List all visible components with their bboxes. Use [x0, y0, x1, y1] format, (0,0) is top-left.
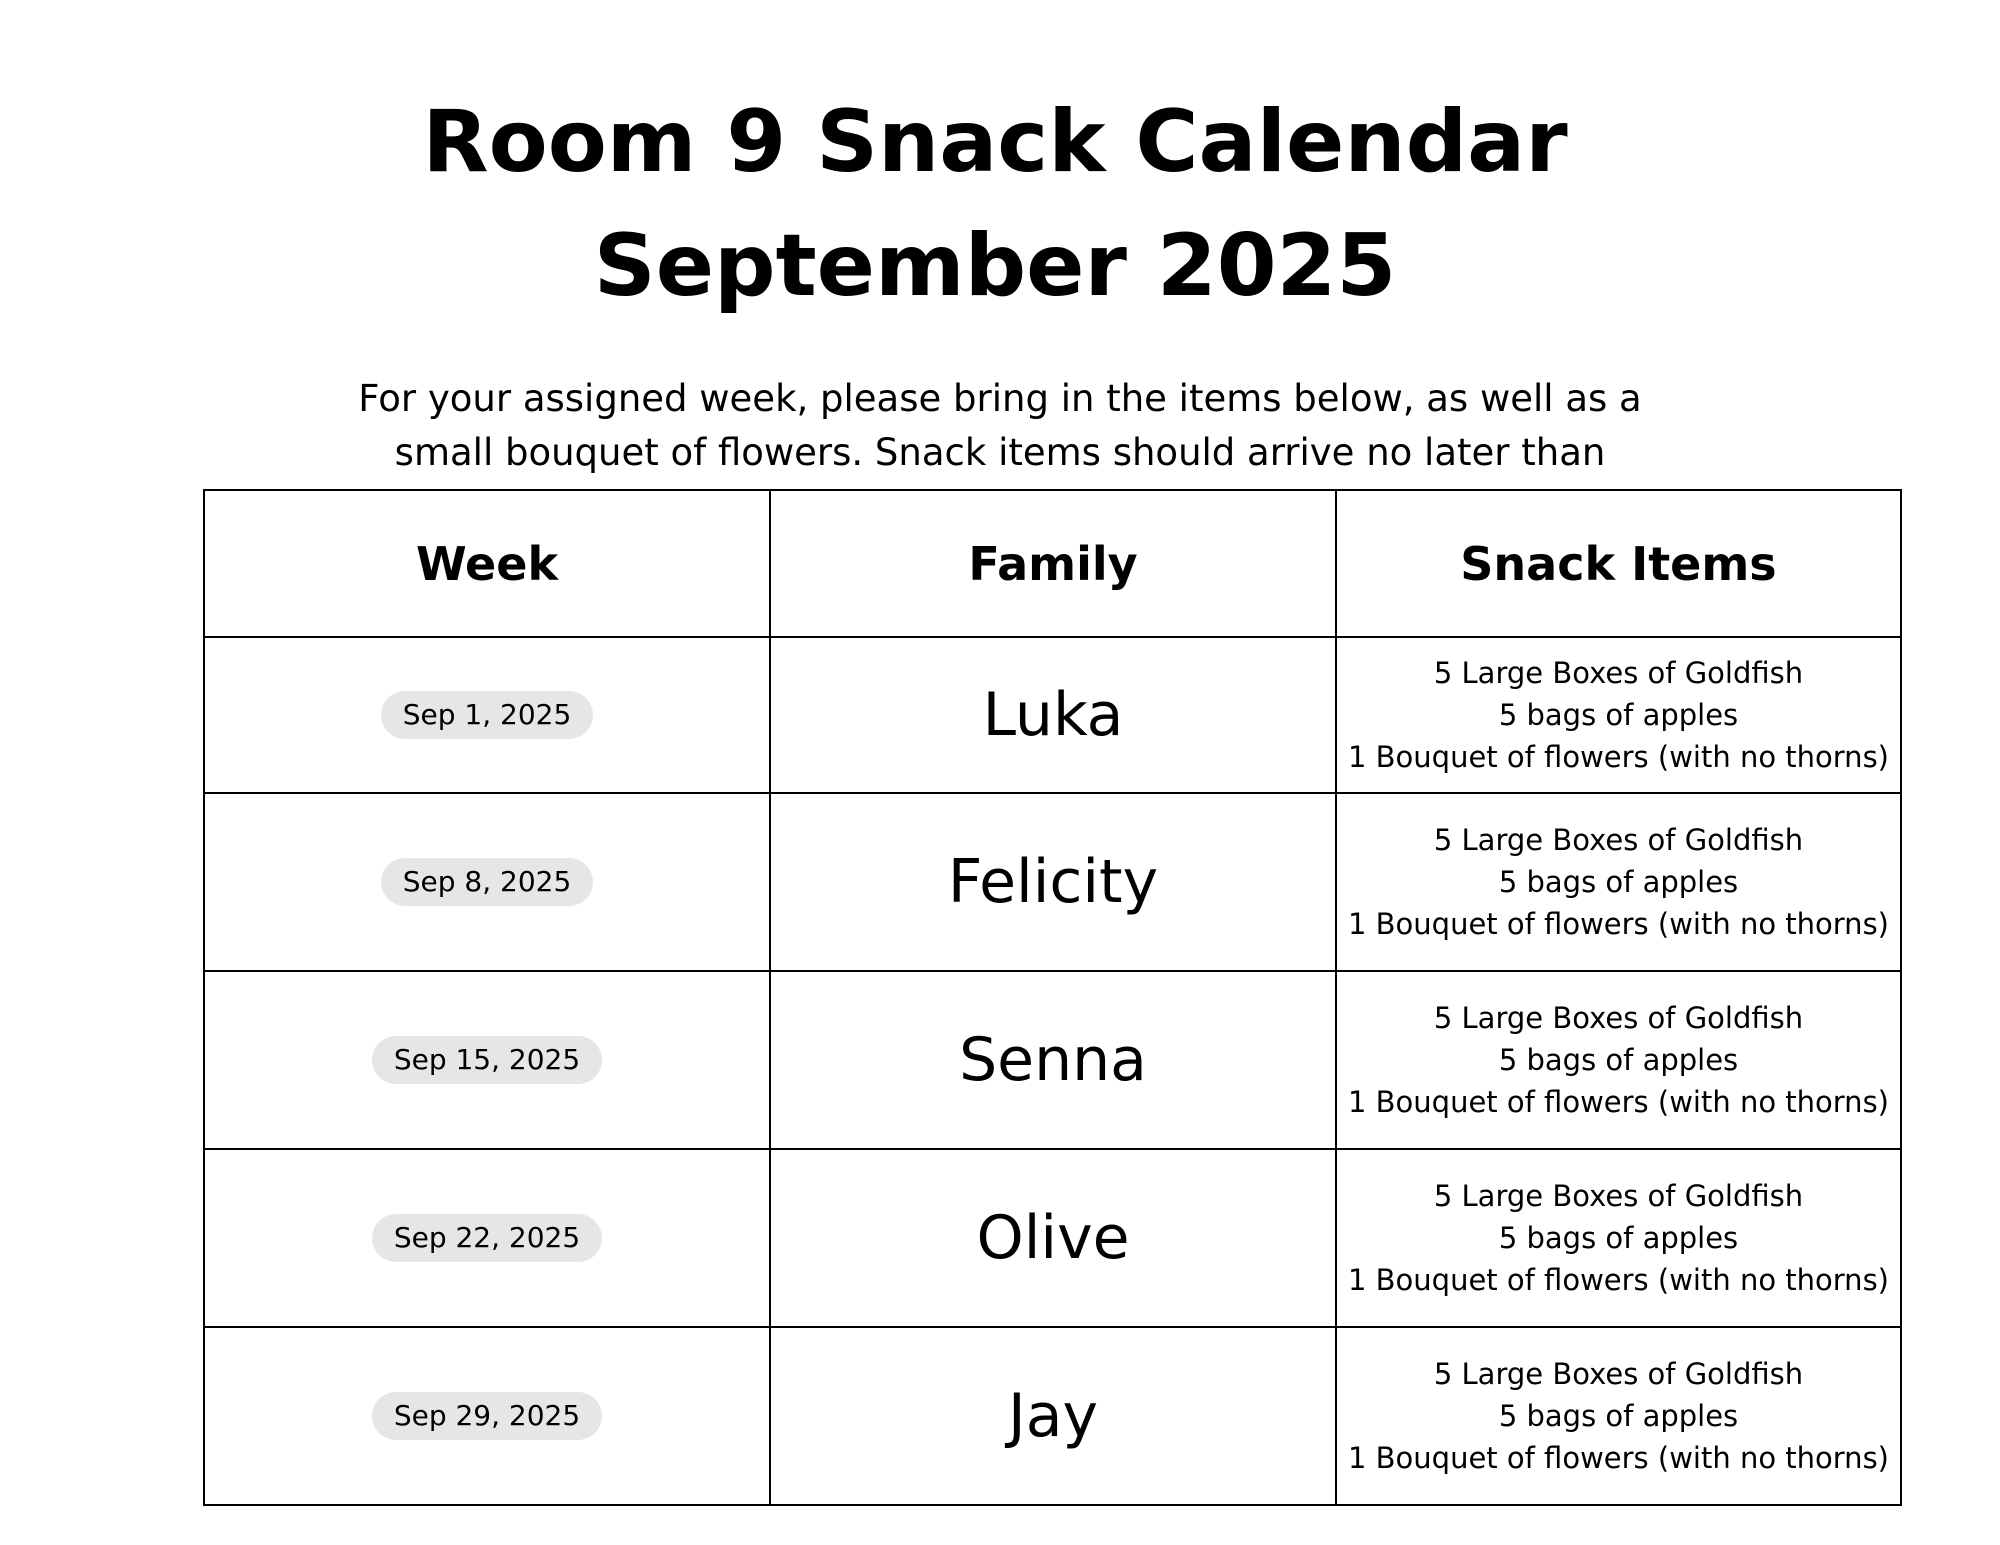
snack-items-list: [1337, 1175, 1900, 1301]
snack-item: 5 bags of apples: [1498, 1043, 1739, 1077]
snack-item: 5 bags of apples: [1498, 1221, 1739, 1255]
date-chip: Sep 22, 2025: [372, 1214, 602, 1262]
family-cell: [770, 971, 1336, 1149]
date-chip: Sep 8, 2025: [381, 858, 594, 906]
title-line-1: Room 9 Snack Calendar: [422, 92, 1568, 192]
column-header-week: Week: [204, 490, 770, 637]
snack-item: 5 Large Boxes of Goldfish: [1433, 1357, 1804, 1391]
snack-item: 1 Bouquet of flowers (with no thorns): [1347, 1441, 1889, 1475]
family-cell: [770, 1327, 1336, 1505]
snack-items-list: [1337, 997, 1900, 1123]
snack-items-cell: [1336, 1327, 1901, 1505]
snack-item: 5 bags of apples: [1498, 1399, 1739, 1433]
week-cell: [204, 637, 770, 793]
snack-item: 1 Bouquet of flowers (with no thorns): [1347, 1263, 1889, 1297]
family-name: Senna: [959, 1025, 1147, 1095]
title-line-2: September 2025: [593, 216, 1397, 316]
week-cell: [204, 971, 770, 1149]
family-cell: [770, 637, 1336, 793]
snack-table: [203, 489, 1902, 1506]
snack-items-list: [1337, 652, 1900, 778]
snack-item: 1 Bouquet of flowers (with no thorns): [1347, 1085, 1889, 1119]
snack-items-cell: [1336, 793, 1901, 971]
page-title: [0, 80, 1990, 328]
snack-item: 5 Large Boxes of Goldfish: [1433, 656, 1804, 690]
snack-item: 5 Large Boxes of Goldfish: [1433, 1179, 1804, 1213]
week-cell: [204, 793, 770, 971]
week-cell: [204, 1149, 770, 1327]
family-cell: [770, 793, 1336, 971]
column-header-family: Family: [770, 490, 1336, 637]
family-name: Luka: [982, 680, 1124, 750]
family-name: Jay: [1008, 1381, 1098, 1451]
intro-text: For your assigned week, please bring in the items below, as well as a small bouquet of flowers. Snack items should arrive no later than: [358, 377, 1642, 474]
table-row: [204, 1327, 1901, 1505]
snack-items-cell: [1336, 637, 1901, 793]
snack-item: 5 bags of apples: [1498, 698, 1739, 732]
family-name: Olive: [976, 1203, 1130, 1273]
snack-item: 1 Bouquet of flowers (with no thorns): [1347, 907, 1889, 941]
table-row: [204, 793, 1901, 971]
snack-items-cell: [1336, 1149, 1901, 1327]
table-row: [204, 971, 1901, 1149]
family-cell: [770, 1149, 1336, 1327]
date-chip: Sep 15, 2025: [372, 1036, 602, 1084]
family-name: Felicity: [947, 847, 1159, 917]
snack-item: 5 bags of apples: [1498, 865, 1739, 899]
date-chip: Sep 29, 2025: [372, 1392, 602, 1440]
column-header-snack-items: Snack Items: [1336, 490, 1901, 637]
table-header-row: [204, 490, 1901, 637]
table-row: [204, 1149, 1901, 1327]
table-row: [204, 637, 1901, 793]
date-chip: Sep 1, 2025: [381, 691, 594, 739]
snack-items-list: [1337, 1353, 1900, 1479]
snack-items-list: [1337, 819, 1900, 945]
week-cell: [204, 1327, 770, 1505]
snack-items-cell: [1336, 971, 1901, 1149]
snack-item: 5 Large Boxes of Goldfish: [1433, 1001, 1804, 1035]
snack-item: 5 Large Boxes of Goldfish: [1433, 823, 1804, 857]
snack-item: 1 Bouquet of flowers (with no thorns): [1347, 740, 1889, 774]
